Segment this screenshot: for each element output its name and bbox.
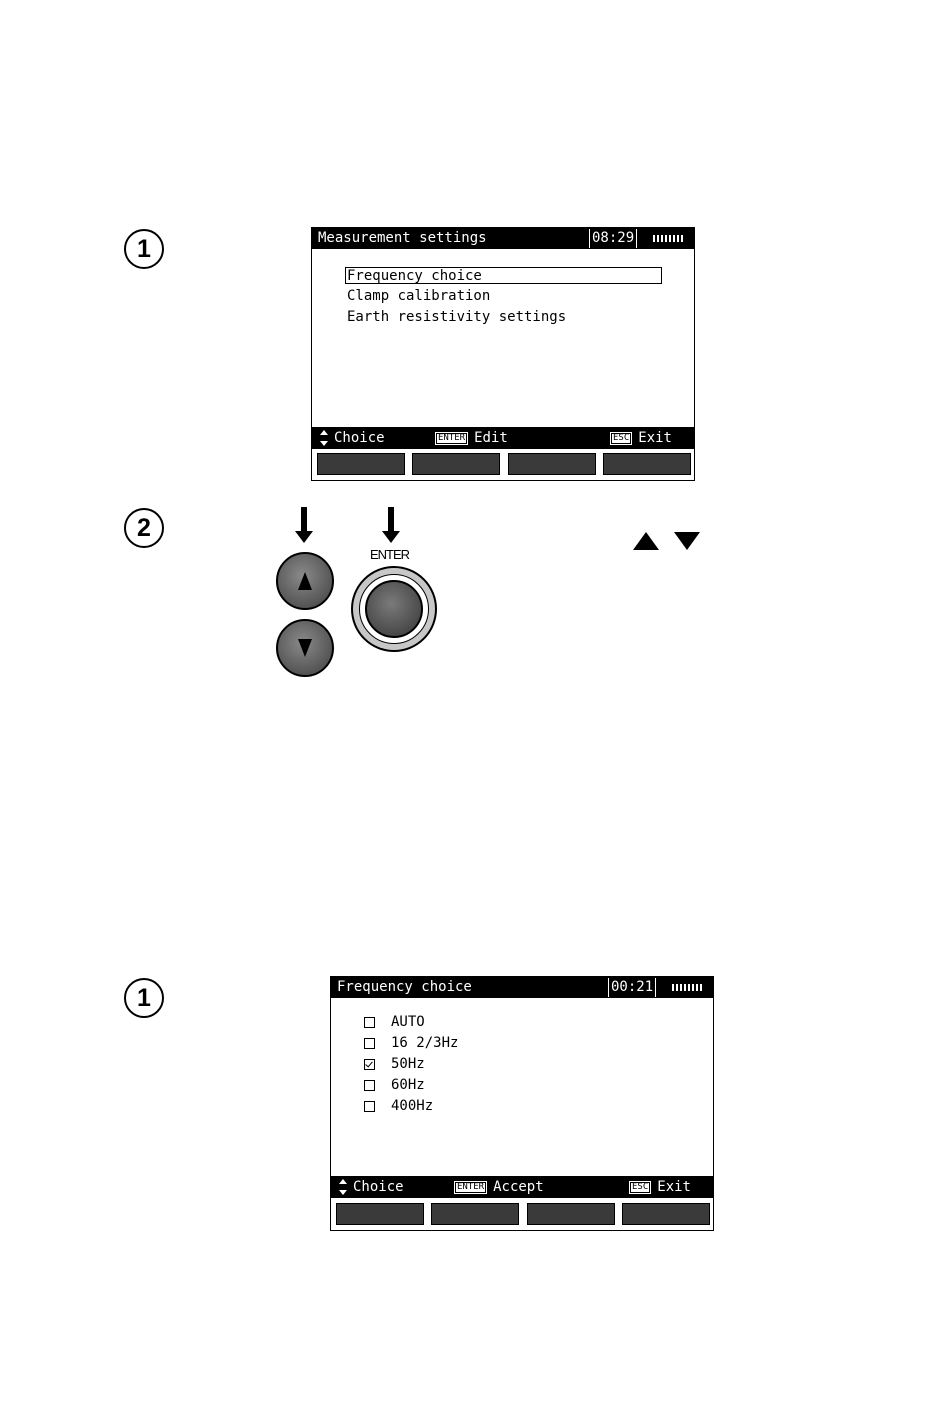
checkbox-checked[interactable]: [364, 1059, 375, 1070]
press-arrow-icon: [384, 507, 398, 543]
up-down-arrows-icon: [320, 429, 328, 447]
softkey-bar: [331, 1200, 713, 1230]
option-50hz[interactable]: [364, 1055, 425, 1073]
option-auto[interactable]: [364, 1013, 425, 1031]
enter-key-knob: [365, 580, 423, 638]
step-number: 1: [137, 234, 151, 263]
footer-exit: [610, 427, 672, 449]
screen-header: [312, 228, 694, 249]
frequency-choice-screen: [330, 976, 714, 1231]
footer-choice: [320, 427, 385, 449]
step-1-badge: [124, 229, 164, 269]
softkey-1[interactable]: [317, 453, 405, 475]
press-arrow-icon: [297, 507, 311, 543]
option-60hz[interactable]: [364, 1076, 425, 1094]
footer-exit: [629, 1176, 691, 1198]
menu-item-earth-resistivity-settings[interactable]: Earth resistivity settings: [347, 309, 567, 325]
footer-choice: [339, 1176, 404, 1198]
screen-footer: [331, 1176, 713, 1198]
measurement-settings-screen: [311, 227, 695, 481]
clock: 08:29: [589, 229, 637, 248]
up-down-arrows-icon: [339, 1178, 347, 1196]
enter-key-icon: ENTER: [435, 432, 468, 445]
softkey-bar: [312, 450, 694, 480]
clock: 00:21: [608, 978, 656, 997]
menu-item-frequency-choice[interactable]: Frequency choice: [345, 267, 662, 284]
triangle-up-icon: [298, 572, 312, 590]
softkey-2[interactable]: [412, 453, 500, 475]
option-label: AUTO: [391, 1014, 425, 1030]
checkbox[interactable]: [364, 1038, 375, 1049]
footer-accept-label: Accept: [493, 1179, 544, 1195]
esc-key-icon: ESC: [610, 432, 632, 445]
checkbox[interactable]: [364, 1080, 375, 1091]
footer-exit-label: Exit: [638, 430, 672, 446]
menu-item-clamp-calibration[interactable]: Clamp calibration: [347, 288, 491, 304]
enter-key-label: ENTER: [370, 547, 410, 562]
option-label: 400Hz: [391, 1098, 434, 1114]
softkey-3[interactable]: [527, 1203, 615, 1225]
step-2-badge: [124, 508, 164, 548]
screen-footer: [312, 427, 694, 449]
screen-title: Frequency choice: [337, 979, 472, 995]
option-16-2-3hz[interactable]: [364, 1034, 458, 1052]
step-number: 2: [137, 513, 151, 542]
checkbox[interactable]: [364, 1017, 375, 1028]
footer-edit: [435, 427, 508, 449]
screen-header: [331, 977, 713, 998]
footer-exit-label: Exit: [657, 1179, 691, 1195]
softkey-3[interactable]: [508, 453, 596, 475]
option-400hz[interactable]: [364, 1097, 433, 1115]
footer-edit-label: Edit: [474, 430, 508, 446]
step-number: 1: [137, 983, 151, 1012]
softkey-4[interactable]: [622, 1203, 710, 1225]
esc-key-icon: ESC: [629, 1181, 651, 1194]
screen-title: Measurement settings: [318, 230, 487, 246]
down-key[interactable]: [276, 619, 334, 677]
softkey-1[interactable]: [336, 1203, 424, 1225]
option-label: 50Hz: [391, 1056, 425, 1072]
footer-choice-label: Choice: [334, 430, 385, 446]
option-label: 60Hz: [391, 1077, 425, 1093]
triangle-up-icon: [633, 532, 659, 550]
triangle-down-icon: [674, 532, 700, 550]
up-key[interactable]: [276, 552, 334, 610]
softkey-2[interactable]: [431, 1203, 519, 1225]
softkey-4[interactable]: [603, 453, 691, 475]
enter-key[interactable]: [351, 566, 437, 652]
footer-accept: [454, 1176, 544, 1198]
checkbox[interactable]: [364, 1101, 375, 1112]
step-3-badge: [124, 978, 164, 1018]
footer-choice-label: Choice: [353, 1179, 404, 1195]
enter-key-icon: ENTER: [454, 1181, 487, 1194]
option-label: 16 2/3Hz: [391, 1035, 459, 1051]
battery-full-icon: [665, 981, 707, 994]
battery-full-icon: [646, 232, 688, 245]
triangle-down-icon: [298, 639, 312, 657]
